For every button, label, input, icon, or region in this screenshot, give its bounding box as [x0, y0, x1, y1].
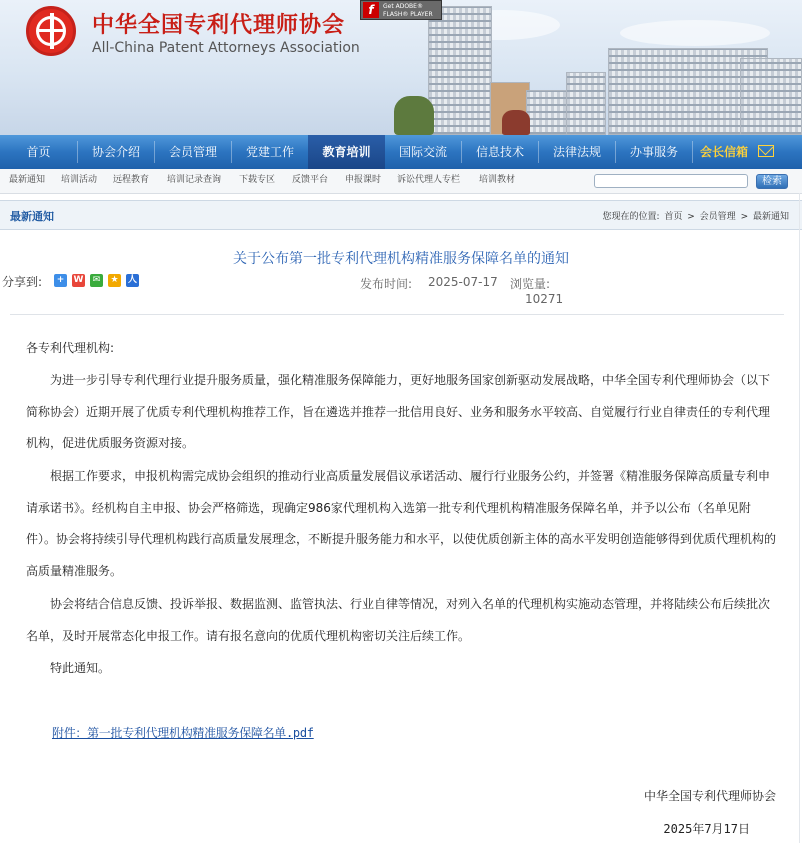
article-paragraph-1: 为进一步引导专利代理行业提升服务质量，强化精准服务保障能力，更好地服务国家创新驱动发展战略，中华全国专利代理师协会（以下简称协会）近期开展了优质专利代理机构推荐工作，旨在遴选并推荐一批信用良好、业务和服务水平较高、自觉履行行业自律责任的专利代理机构，促进优质服务资源对接。 — [26, 373, 771, 450]
nav-services[interactable]: 办事服务 — [629, 145, 678, 159]
breadcrumb-separator: > — [687, 212, 695, 222]
nav-about[interactable]: 协会介绍 — [91, 145, 140, 159]
share-qzone-icon[interactable]: ★ — [108, 274, 121, 287]
subnav-remote[interactable]: 远程教育 — [113, 175, 150, 185]
article-salutation: 各专利代理机构: — [26, 341, 115, 355]
article-title: 关于公布第一批专利代理机构精准服务保障名单的通知 — [233, 251, 569, 267]
subnav-feedback[interactable]: 反馈平台 — [292, 175, 329, 185]
article-paragraph-3: 协会将结合信息反馈、投诉举报、数据监测、监管执法、行业自律等情况，对列入名单的代理机构实施动态管理，并将陆续公布后续批次名单，及时开展常态化申报工作。请有报名意向的优质代理机构密切关注后续工作。 — [26, 597, 771, 643]
views-count: 10271 — [525, 292, 564, 306]
subnav-records[interactable]: 培训记录查询 — [167, 175, 222, 185]
publish-label: 发布时间: — [360, 277, 413, 291]
search-input[interactable] — [594, 174, 748, 188]
column-title: 最新通知 — [10, 210, 54, 223]
breadcrumb-prefix: 您现在的位置: — [602, 212, 660, 222]
nav-education[interactable]: 教育培训 — [308, 135, 385, 169]
subnav-materials[interactable]: 培训教材 — [479, 175, 516, 185]
article-divider — [10, 314, 784, 315]
get-flash-player-badge[interactable] — [360, 0, 442, 20]
article-paragraph-4: 特此通知。 — [50, 661, 111, 675]
nav-home[interactable]: 首页 — [26, 145, 51, 159]
nav-members[interactable]: 会员管理 — [168, 145, 217, 159]
flash-icon: f — [363, 2, 379, 18]
mail-icon[interactable] — [758, 145, 774, 157]
share-renren-icon[interactable]: 人 — [127, 275, 137, 285]
nav-international[interactable]: 国际交流 — [398, 145, 447, 159]
breadcrumb-separator: > — [740, 212, 749, 222]
building-image — [740, 58, 802, 135]
tree-decoration — [394, 96, 434, 135]
nav-it[interactable]: 信息技术 — [475, 145, 524, 159]
views-label: 浏览量: — [510, 277, 551, 291]
column-title-bar — [0, 200, 802, 230]
nav-party[interactable]: 党建工作 — [245, 145, 294, 159]
share-weibo-icon[interactable]: W — [73, 275, 84, 285]
share-plus-icon[interactable]: + — [54, 274, 67, 287]
nav-law[interactable]: 法律法规 — [552, 145, 601, 159]
tree-decoration — [502, 110, 530, 135]
article-sign-date: 2025年7月17日 — [663, 822, 750, 836]
site-title-en: All-China Patent Attorneys Association — [92, 40, 360, 56]
subnav-litigation[interactable]: 诉讼代理人专栏 — [397, 175, 461, 185]
association-logo[interactable] — [26, 6, 76, 56]
breadcrumb-latest[interactable]: 最新通知 — [752, 212, 789, 222]
building-image — [566, 72, 606, 135]
subnav-downloads[interactable]: 下载专区 — [239, 175, 276, 185]
article-paragraph-2: 根据工作要求，申报机构需完成协会组织的推动行业高质量发展倡议承诺活动、履行行业服务公约，并签署《精准服务保障高质量专利申请承诺书》。经机构自主申报、协会严格筛选，现确定986家代理机构入选第一批专利代理机构精准服务保障名单，并予以公布（名单见附件）。协会将持续引导代理机构践行高质量发展理念，不断提升服务能力和水平，以使优质创新主体的高水平发明创造能够得到优质代理机构的高质量精准服务。 — [26, 469, 777, 578]
flash-text-2: FLASH® PLAYER — [383, 11, 433, 18]
site-title-cn[interactable]: 中华全国专利代理师协会 — [92, 13, 346, 38]
breadcrumb-members[interactable]: 会员管理 — [699, 212, 736, 222]
site-header — [0, 0, 802, 135]
share-wechat-icon[interactable]: ✉ — [90, 274, 103, 287]
subnav-latest[interactable]: 最新通知 — [9, 175, 46, 185]
content-border — [799, 193, 800, 843]
attachment-link[interactable]: 附件：第一批专利代理机构精准服务保障名单.pdf — [52, 726, 314, 740]
breadcrumb-home[interactable]: 首页 — [664, 212, 683, 222]
cloud-decoration — [620, 20, 770, 46]
publish-date: 2025-07-17 — [428, 275, 498, 289]
search-button[interactable]: 检索 — [756, 174, 788, 189]
logo-hbar — [39, 29, 65, 32]
subnav-hours[interactable]: 申报课时 — [345, 175, 382, 185]
share-label: 分享到: — [2, 275, 43, 289]
flash-text-1: Get ADOBE® — [383, 3, 423, 10]
building-image — [526, 90, 571, 135]
article-signature: 中华全国专利代理师协会 — [643, 789, 776, 803]
building-image — [428, 6, 492, 135]
breadcrumb — [600, 209, 789, 222]
nav-president-mailbox[interactable]: 会长信箱 — [699, 145, 748, 159]
subnav-training[interactable]: 培训活动 — [61, 175, 98, 185]
main-nav — [0, 135, 802, 169]
